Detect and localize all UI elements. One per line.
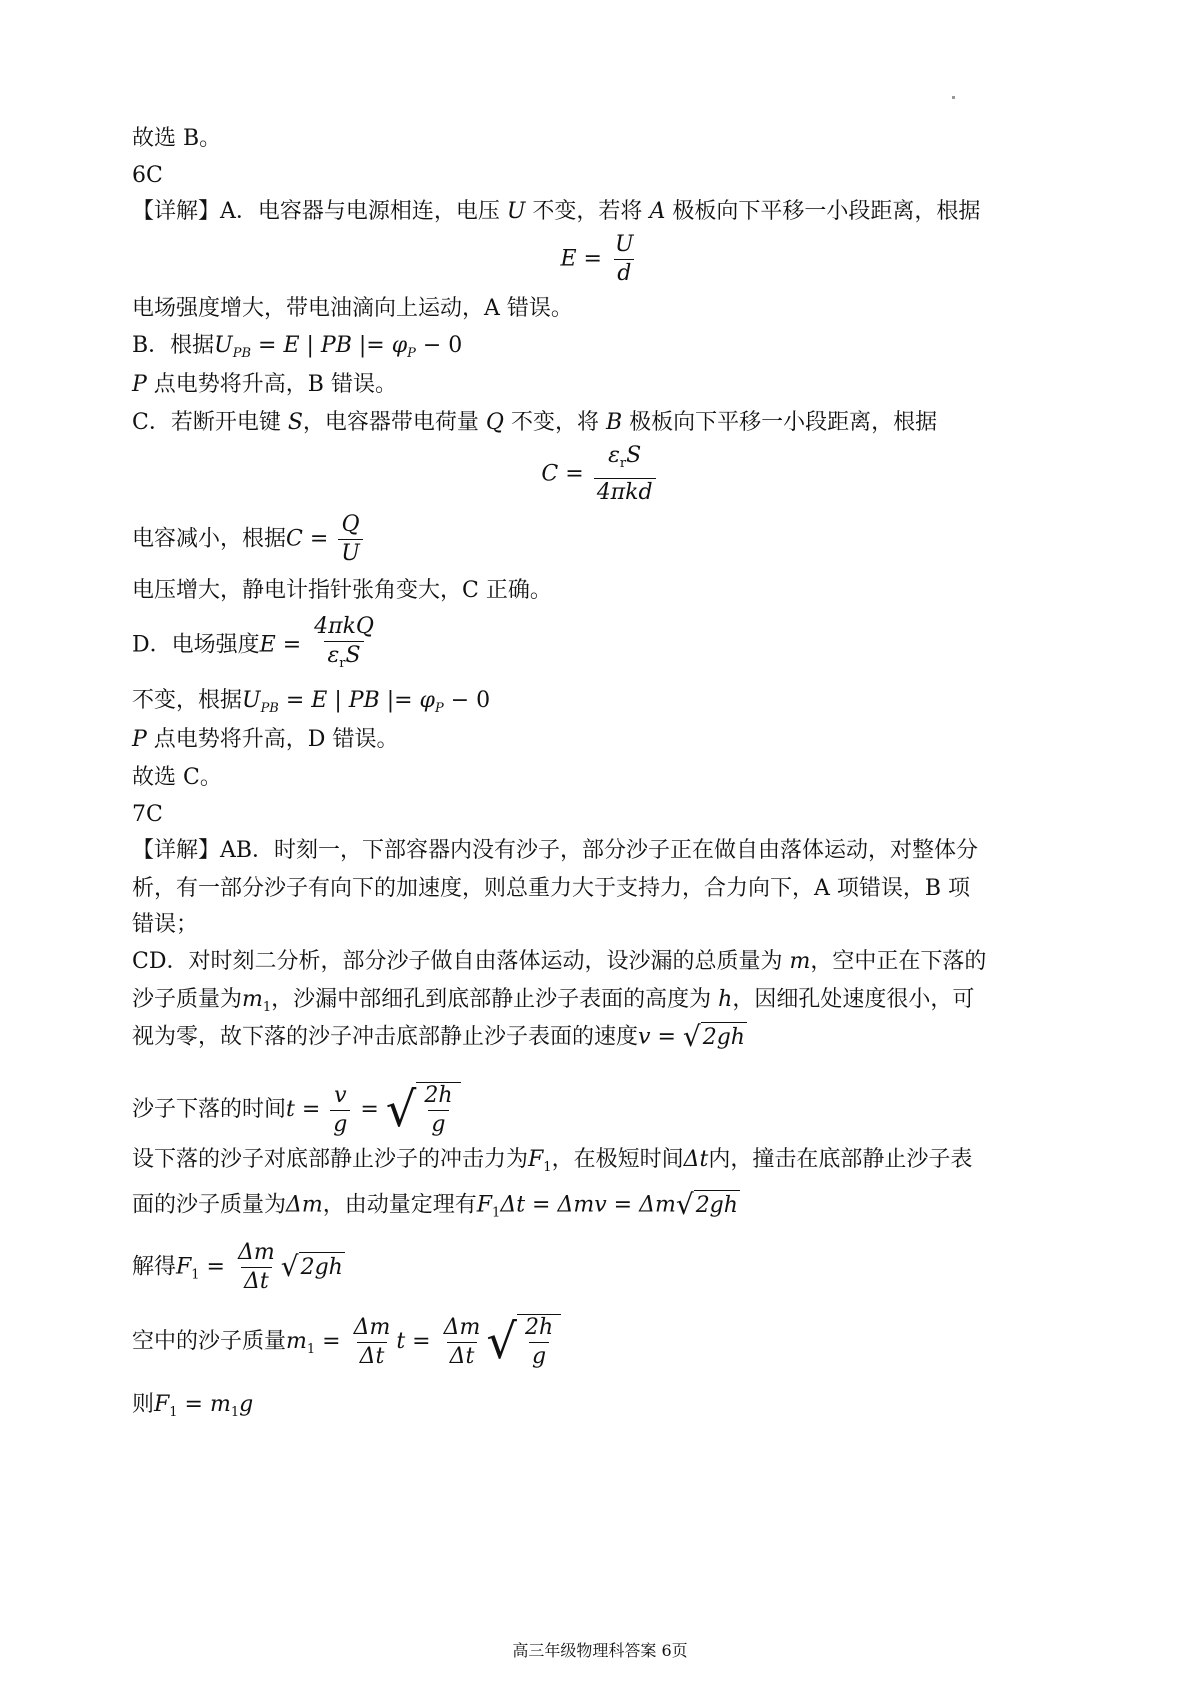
- line-q7-conclusion: 则$F_1 = m_1g$: [132, 1392, 254, 1420]
- line-q6-d: D．电场强度E = $\frac{\text{4πkQ}}{\varepsilon_rS}$: [132, 614, 380, 677]
- line-conclusion-c: 故选 C。: [132, 765, 222, 790]
- line-q6-answer: 6C: [132, 163, 163, 188]
- formula-e-u-d: E = $\frac{U}{d}$: [560, 232, 634, 286]
- line-q7-ab-1: 【详解】AB．时刻一，下部容器内没有沙子，部分沙子正在做自由落体运动，对整体分: [132, 838, 979, 863]
- line-q7-fall-time: 沙子下落的时间t = $\frac{v}{g}$ = √ $\frac{2h}{g}$: [132, 1082, 461, 1138]
- scan-speck: [952, 96, 955, 99]
- line-conclusion-b: 故选 B。: [132, 126, 222, 151]
- line-q7-impact-2: 面的沙子质量为Δm，由动量定理有$F_1\Delta t = \Delta mv = \Delta m$ √ 2gh: [132, 1188, 738, 1221]
- line-q6-c-result: 电压增大，静电计指针张角变大，C 正确。: [132, 578, 552, 603]
- line-q7-answer: 7C: [132, 802, 163, 827]
- line-q7-cd-3: 视为零，故下落的沙子冲击底部静止沙子表面的速度v = √ 2gh: [132, 1020, 745, 1053]
- line-q6-a-result: 电场强度增大，带电油滴向上运动，A 错误。: [132, 296, 573, 321]
- formula-capacitance: C = $\frac{\varepsilon_rS}{\text{4πkd}}$: [0, 443, 1200, 506]
- line-q7-air-mass: 空中的沙子质量$m_1$ = $\frac{\Delta m}{\Delta t}$ t = $\frac{\Delta m}{\Delta t}$ √ $\frac{2h}{g}$: [132, 1314, 561, 1370]
- line-q6-d-result: P 点电势将升高，D 错误。: [132, 727, 399, 752]
- page-footer: 高三年级物理科答案 6页: [512, 1641, 688, 1660]
- line-q7-solve-f1: 解得$F_1$ = $\frac{\Delta m}{\Delta t}$ √ 2gh: [132, 1240, 343, 1294]
- line-q6-c: C．若断开电键 S，电容器带电荷量 Q 不变，将 B 极板向下平移一小段距离，根据: [132, 410, 938, 435]
- line-q6-a: 【详解】A．电容器与电源相连，电压 U 不变，若将 A 极板向下平移一小段距离，根据: [132, 199, 981, 224]
- line-q6-b: B．根据$U_{PB} = E$ | PB |= $\varphi_P - 0$: [132, 333, 463, 361]
- line-q7-ab-3: 错误；: [132, 912, 199, 937]
- line-q7-impact-1: 设下落的沙子对底部静止沙子的冲击力为$F_1$，在极短时间Δt内，撞击在底部静止沙子表: [132, 1147, 973, 1175]
- line-q7-ab-2: 析，有一部分沙子有向下的加速度，则总重力大于支持力，合力向下，A 项错误，B 项: [132, 876, 971, 901]
- line-q6-d-2: 不变，根据$U_{PB} = E$ | PB |= $\varphi_P - 0$: [132, 688, 491, 716]
- line-q7-cd-2: 沙子质量为$m_1$，沙漏中部细孔到底部静止沙子表面的高度为 h，因细孔处速度很小，可: [132, 987, 975, 1015]
- line-q7-cd-1: CD．对时刻二分析，部分沙子做自由落体运动，设沙漏的总质量为 m，空中正在下落的: [132, 949, 987, 974]
- line-q6-c-2: 电容减小，根据C = $\frac{Q}{U}$: [132, 512, 366, 567]
- line-q6-b-result: P 点电势将升高，B 错误。: [132, 372, 397, 397]
